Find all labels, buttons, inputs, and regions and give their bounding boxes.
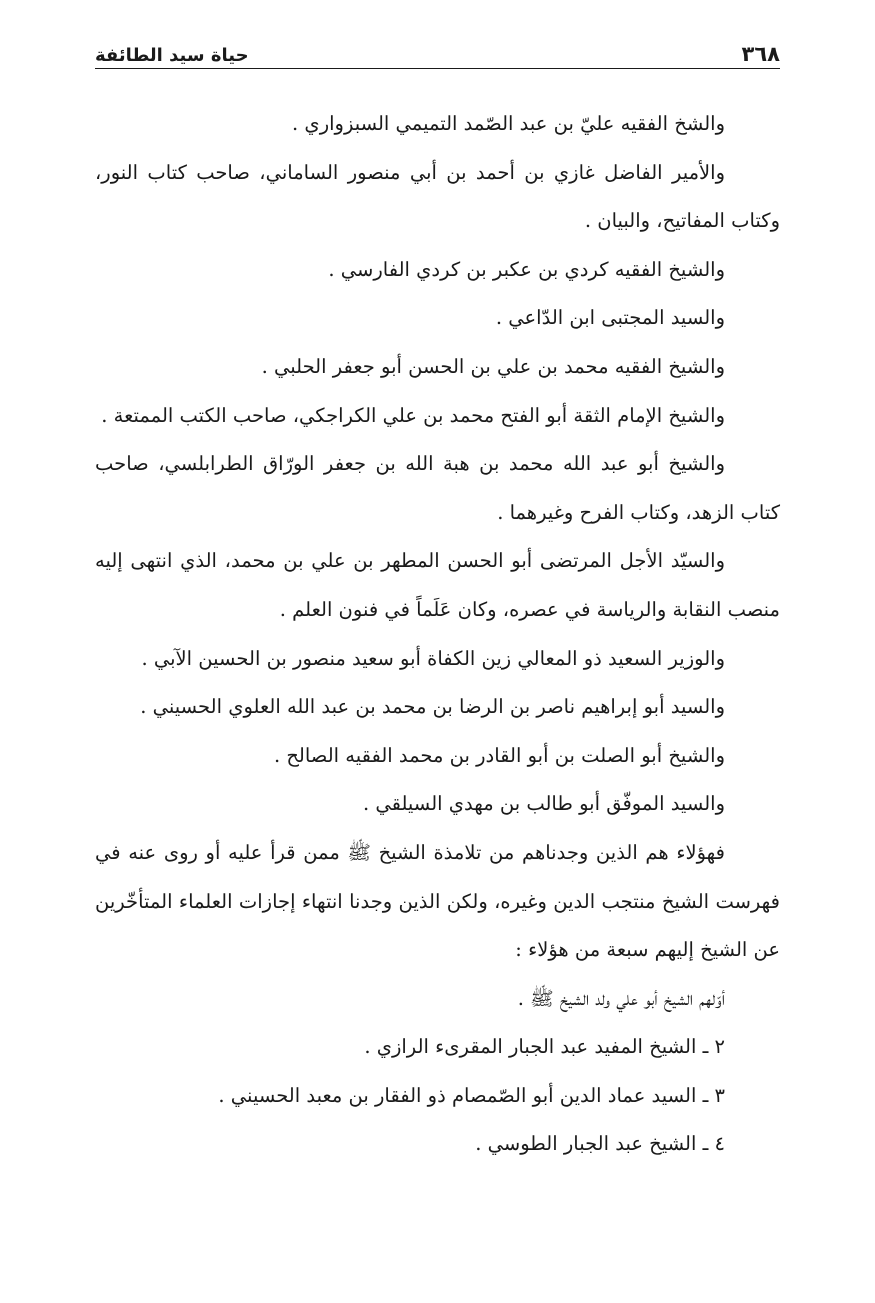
paragraph: والشخ الفقيه عليّ بن عبد الصّمد التميمي السبزواري . xyxy=(292,112,725,135)
paragraph: والشيخ أبو الصلت بن أبو القادر بن محمد الفقيه الصالح . xyxy=(273,743,725,767)
paragraph: والشيخ الفقيه محمد بن علي بن الحسن أبو جعفر الحلبي . xyxy=(261,354,725,378)
list-item: ٤ ـ الشيخ عبد الجبار الطوسي . xyxy=(475,1132,725,1156)
paragraph: والشيخ أبو عبد الله محمد بن هبة الله بن جعفر الورّاق الطرابلسي، صاحب كتاب الزهد، وكتاب الفرح وغيرهما . xyxy=(95,452,780,524)
paragraph: والشيخ الفقيه كردي بن عكبر بن كردي الفارسي . xyxy=(328,257,725,281)
paragraph: والأمير الفاضل غازي بن أحمد بن أبي منصور الساماني، صاحب كتاب النور، وكتاب المفاتيح، والبيان . xyxy=(95,160,780,233)
paragraph: والسيد المجتبى ابن الدّاعي . xyxy=(495,306,725,330)
paragraph: والوزير السعيد ذو المعالي زين الكفاة أبو سعيد منصور بن الحسين الآبي . xyxy=(141,646,725,670)
page-body xyxy=(95,100,780,1169)
running-header xyxy=(95,30,780,69)
list-item: ٢ ـ الشيخ المفيد عبد الجبار المقرىء الرازي . xyxy=(364,1035,725,1059)
paragraph: والشيخ الإمام الثقة أبو الفتح محمد بن علي الكراجكي، صاحب الكتب الممتعة . xyxy=(101,403,725,427)
list-item: أوّلهم الشيخ أبو علي ولد الشيخ ﷺ . xyxy=(517,986,725,1010)
paragraph: والسيد الموفّق أبو طالب بن مهدي السيلقي . xyxy=(362,792,725,816)
book-title: حياة سيد الطائفة xyxy=(95,45,249,66)
paragraph: والسيّد الأجل المرتضى أبو الحسن المطهر بن علي بن محمد، الذي انتهى إليه منصب النقابة والرياسة في عصره، وكان عَلَماً في فنون العلم . xyxy=(95,549,780,621)
page-number: ٣٦٨ xyxy=(741,42,780,66)
list-item: ٣ ـ السيد عماد الدين أبو الصّمصام ذو الفقار بن معبد الحسيني . xyxy=(218,1083,725,1107)
paragraph: والسيد أبو إبراهيم ناصر بن الرضا بن محمد بن عبد الله العلوي الحسيني . xyxy=(140,695,725,719)
paragraph: فهؤلاء هم الذين وجدناهم من تلامذة الشيخ ﷺ ممن قرأ عليه أو روى عنه في فهرست الشيخ منتجب الدين وغيره، ولكن الذين وجدنا انتهاء إجازات العلماء المتأخّرين عن الشيخ إليهم سبعة من هؤلاء : xyxy=(95,840,780,962)
